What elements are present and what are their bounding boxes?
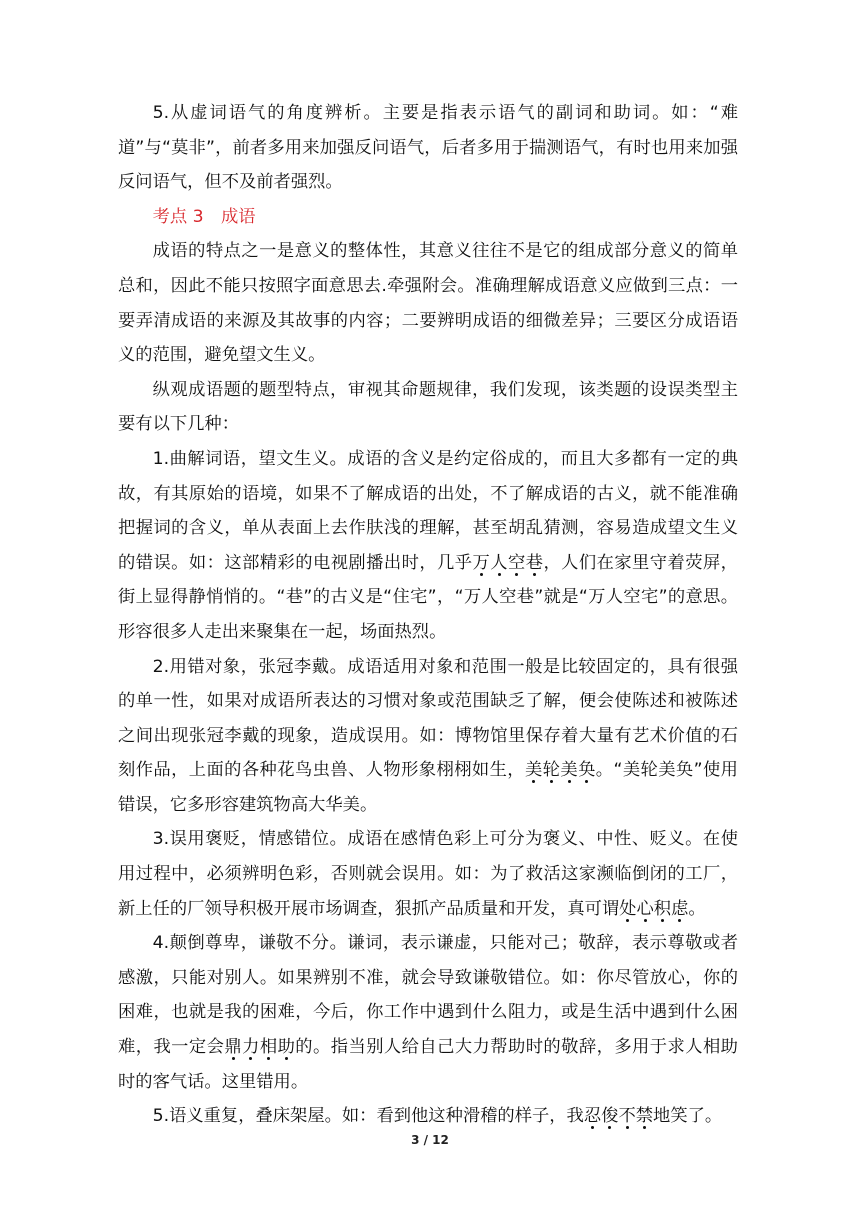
- paragraph-error-types-intro: 纵观成语题的题型特点，审视其命题规律，我们发现，该类题的设误类型主要有以下几种：: [118, 379, 738, 435]
- emphasis-dot-char: 鼎: [224, 1037, 243, 1058]
- paragraph-wrong-object: [118, 650, 738, 823]
- emphasized-idiom: [473, 553, 544, 573]
- emphasized-idiom: [525, 760, 596, 780]
- text-segment: 地笑了。: [653, 1106, 723, 1127]
- paragraph-connotation: [118, 822, 738, 926]
- text-segment: 2.用错对象，张冠李戴。成语适用对象和范围一般是比较固定的，具有很强的单一性，如果对成语所表达的习惯对象或范围缺乏了解，便会使陈述和被陈述之间出现张冠李戴的现象，造成误用。如：博物馆里保存着大量有艺术价值的石刻作品，上面的各种花鸟虫兽、人物形象栩栩如生，: [118, 656, 738, 781]
- emphasized-idiom: [224, 1037, 295, 1057]
- paragraph-redundancy: [118, 1099, 738, 1134]
- emphasis-dot-char: 轮: [542, 760, 561, 781]
- emphasis-dot-char: 相: [259, 1037, 278, 1058]
- page-number: 3 / 12: [411, 1133, 449, 1147]
- text-segment: 1.曲解词语，望文生义。成语的含义是约定俗成的，而且大多都有一定的典故，有其原始的语境，如果不了解成语的出处，不了解成语的古义，就不能准确把握词的含义，单从表面上去作肤浅的理解，甚至胡乱猜测，容易造成望文生义的错误。如：这部精彩的电视剧播出时，几乎: [118, 448, 738, 573]
- text-segment: 3.误用褒贬，情感错位。成语在感情色彩上可分为褒义、中性、贬义。在使用过程中，必须辨明色彩，否则就会误用。如：为了救活这家濒临倒闭的工厂，新上任的厂领导积极开展市场调查，狠抓产品质量和开发，真可谓: [118, 829, 738, 919]
- paragraph-function-words: 5.从虚词语气的角度辨析。主要是指表示语气的副词和助词。如：“难道”与“莫非”，前者多用来加强反问语气，后者多用于揣测语气，有时也用来加强反问语气，但不及前者强烈。: [118, 103, 738, 193]
- heading-number: 考点 3: [152, 206, 204, 227]
- paragraph-idiom-features: 成语的特点之一是意义的整体性，其意义往往不是它的组成部分意义的简单总和，因此不能只按照字面意思去.牵强附会。准确理解成语意义应做到三点：一要弄清成语的来源及其故事的内容；二要辨明成语的细微差异；三要区分成语语义的范围，避免望文生义。: [118, 241, 738, 366]
- emphasis-dot-char: 美: [560, 760, 579, 781]
- emphasis-dot-char: 人: [490, 552, 508, 573]
- emphasis-dot-char: 积: [653, 898, 672, 919]
- emphasis-dot-char: 俊: [601, 1106, 619, 1127]
- text-segment: ，人们在家里守着荧屏，街上显得静悄悄的。“巷”的古义是“住宅”，“万人空巷”就是“万人空宅”的意思。形容很多人走出来聚集在一起，场面热烈。: [118, 552, 738, 642]
- text-segment: 的。指当别人给自己大力帮助时的敬辞，多用于求人相助时的客气话。这里错用。: [118, 1037, 738, 1092]
- text-segment: 。: [688, 898, 706, 919]
- emphasis-dot-char: 不: [618, 1106, 636, 1127]
- emphasis-dot-char: 助: [277, 1037, 296, 1058]
- heading-title: 成语: [220, 206, 256, 227]
- emphasis-dot-char: 奂: [578, 760, 596, 781]
- emphasis-dot-char: 巷: [525, 552, 544, 573]
- emphasis-dot-char: 力: [242, 1037, 260, 1058]
- paragraph-misinterpretation: [118, 442, 738, 650]
- emphasis-dot-char: 虑: [671, 898, 689, 919]
- text-segment: 4.颠倒尊卑，谦敬不分。谦词，表示谦虚，只能对己；敬辞，表示尊敬或者感激，只能对别人。如果辨别不准，就会导致谦敬错位。如：你尽管放心，你的困难，也就是我的困难，今后，你工作中遇到什么阻力，或是生活中遇到什么困难，我一定会: [118, 933, 738, 1058]
- emphasis-dot-char: 禁: [635, 1106, 654, 1127]
- emphasis-dot-char: 处: [619, 898, 637, 919]
- text-segment: 5.语义重复，叠床架屋。如：看到他这种滑稽的样子，我: [152, 1106, 584, 1127]
- emphasis-dot-char: 万: [472, 552, 491, 573]
- emphasized-idiom: [619, 899, 688, 919]
- emphasized-idiom: [584, 1106, 653, 1126]
- emphasis-dot-char: 心: [636, 898, 654, 919]
- emphasis-dot-char: 忍: [583, 1106, 602, 1127]
- document-body: [118, 96, 738, 1134]
- section-heading: [118, 200, 738, 235]
- emphasis-dot-char: 美: [524, 760, 543, 781]
- paragraph-humble-respectful: [118, 926, 738, 1099]
- emphasis-dot-char: 空: [507, 552, 526, 573]
- text-segment: 。“美轮美奂”使用错误，它多形容建筑物高大华美。: [118, 760, 738, 815]
